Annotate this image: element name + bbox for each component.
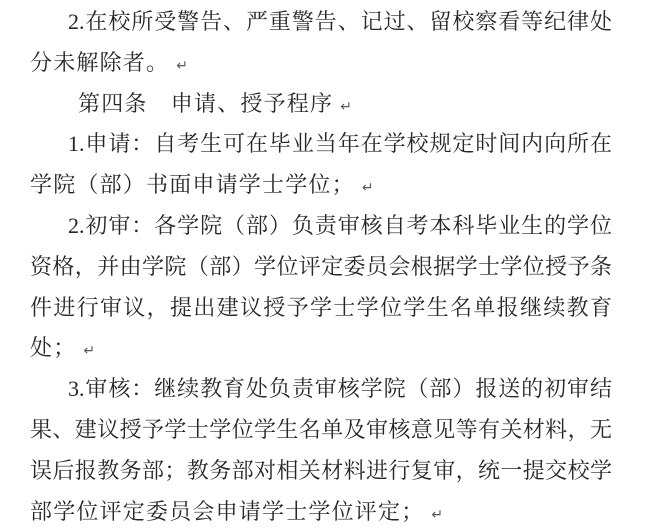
line-text: 学院（部）书面申请学士学位； — [30, 172, 355, 198]
line-text: 误后报教务部；教务部对相关材料进行复审，统一提交校学 — [30, 457, 612, 483]
line-text: 2.初审：各学院（部）负责审核自考本科毕业生的学位 — [68, 212, 612, 238]
line-text: 果、建议授予学士学位学生名单及审核意见等有关材料，无 — [30, 416, 612, 442]
text-line — [30, 410, 612, 451]
pilcrow-mark: ↵ — [361, 180, 374, 197]
text-line — [30, 492, 612, 529]
pilcrow-mark: ↵ — [176, 57, 188, 74]
text-line — [30, 43, 612, 84]
text-line-heading — [30, 84, 612, 125]
line-text: 3.审核：继续教育处负责审核学院（部）报送的初审结 — [68, 376, 612, 402]
line-text: 2.在校所受警告、严重警告、记过、留校察看等纪律处 — [68, 9, 612, 34]
line-text: 资格，并由学院（部）学位评定委员会根据学士学位授予条 — [30, 253, 612, 279]
text-line — [30, 2, 612, 43]
text-line — [30, 451, 612, 492]
text-line — [30, 247, 612, 288]
text-line — [30, 288, 612, 329]
pilcrow-mark: ↵ — [83, 343, 96, 360]
line-text: 分未解除者。 — [30, 49, 170, 75]
text-line — [30, 165, 612, 206]
text-line — [30, 369, 612, 410]
line-text: 处； — [30, 335, 77, 361]
text-line — [30, 206, 612, 247]
line-text: 第四条 申请、授予程序 — [78, 90, 334, 116]
line-text: 1.申请：自考生可在毕业当年在学校规定时间内向所在 — [68, 131, 612, 157]
pilcrow-mark: ↵ — [340, 98, 352, 115]
line-text: 件进行审议，提出建议授予学士学位学生名单报继续教育 — [30, 294, 612, 320]
pilcrow-mark: ↵ — [431, 506, 444, 523]
line-text: 部学位评定委员会申请学士学位评定； — [30, 498, 425, 524]
text-line — [30, 124, 612, 165]
text-line — [30, 328, 612, 369]
